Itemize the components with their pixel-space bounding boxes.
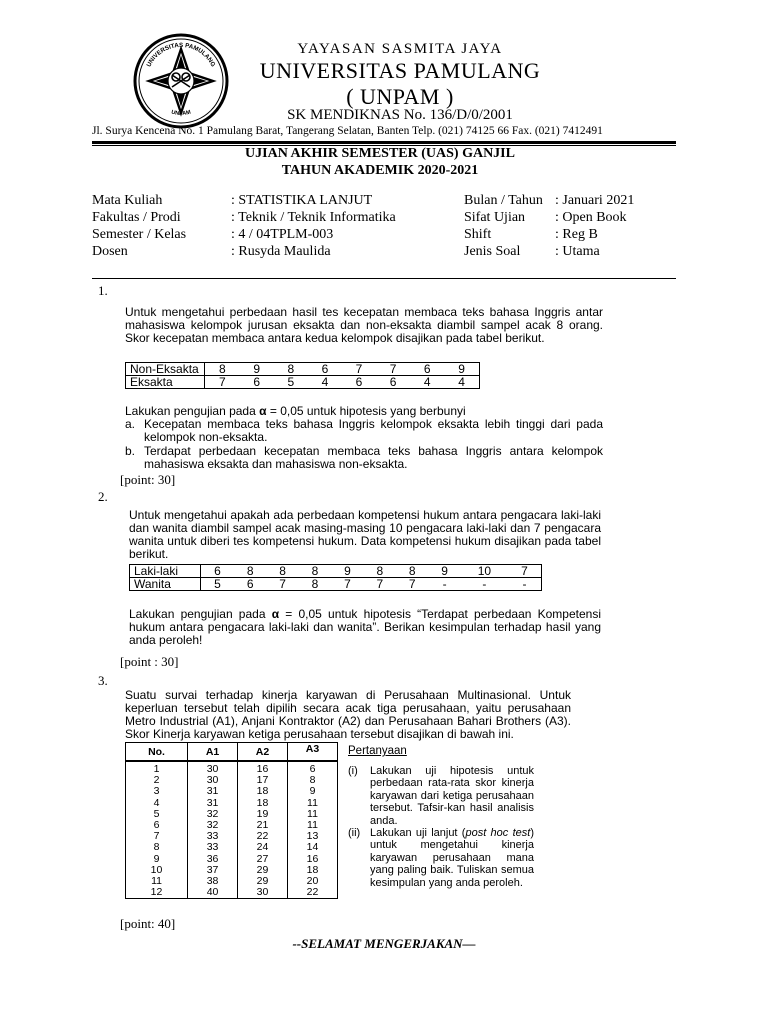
table-cell: 8 [287,775,337,786]
table-cell: 27 [238,854,288,865]
meta-value: : STATISTIKA LANJUT [231,193,373,208]
table-cell: - [428,578,460,591]
question-2-instruction: Lakukan pengujian pada α = 0,05 untuk hipotesis “Terdapat perbedaan Kompetensi hukum antara pengacara laki-laki dan wanita”. Berikan kesimpulan terhadap hasil yang anda peroleh! [129,607,601,647]
table-cell: 13 [287,831,337,842]
table-cell: 19 [238,809,288,820]
table-cell: 4 [410,376,444,389]
row-label: Laki-laki [130,565,201,578]
question-2-intro: Untuk mengetahui apakah ada perbedaan kompetensi hukum antara pengacara laki-laki dan wanita diambil sampel acak masing-masing 10 pengacara laki-laki dan 7 pengacara wanita untuk diberi tes kompetensi hukum. Data kompetensi hukum disajikan pada tabel berikut. [129,508,601,561]
table-cell: 20 [287,876,337,887]
table-cell: 16 [287,854,337,865]
table-cell: 6 [234,578,266,591]
question-2-point: [point : 30] [120,654,179,669]
table-cell: 30 [238,887,288,899]
table-cell: 29 [238,865,288,876]
svg-text:UNPAM: UNPAM [170,109,192,118]
table-cell: 40 [188,887,238,899]
table-cell: 9 [331,565,363,578]
table-cell: 8 [266,565,298,578]
table-cell: 18 [287,865,337,876]
meta-value: : 4 / 04TPLM-003 [231,227,334,242]
question-3-number: 3. [98,673,108,688]
question-1-point: [point: 30] [120,472,176,487]
column-header: A1 [188,743,238,762]
table-cell: 8 [234,565,266,578]
table-cell: 33 [188,831,238,842]
question-3-intro: Suatu survai terhadap kinerja karyawan di Perusahaan Multinasional. Untuk keperluan tersebut telah dipilih secara acak tiga perusahaan, yaitu perusahaan Metro Industrial (A1), Anjani Kontraktor (A2) dan Perusahaan Bahari Brothers (A3). Skor Kinerja karyawan ketiga perusahaan tersebut disajikan di bawah ini. [125,688,571,741]
question-1-intro: Untuk mengetahui perbedaan hasil tes kecepatan membaca teks bahasa Inggris antar mahasiswa kelompok jurusan eksakta dan non-eksakta diambil sampel acak 8 orang. Skor kecepatan membaca antara kedua kelompok disajikan pada tabel berikut. [125,305,603,345]
meta-label: Dosen [92,244,128,259]
meta-value: : Januari 2021 [555,193,635,208]
table-cell: 33 [188,842,238,853]
question-3-table [125,742,338,899]
table-cell: 10 [126,865,188,876]
table-cell: 30 [188,775,238,786]
meta-left [92,193,396,261]
column-header: No. [126,743,188,762]
question-1-table [125,362,480,389]
table-cell: 14 [287,842,337,853]
table-cell: 9 [444,363,479,376]
table-cell: 7 [205,376,240,389]
table-row [126,887,338,899]
meta-right [464,193,635,261]
table-cell: 21 [238,820,288,831]
table-cell: 4 [126,798,188,809]
exam-title: UJIAN AKHIR SEMESTER (UAS) GANJIL [245,146,515,161]
meta-value: : Utama [555,244,600,259]
table-cell: 32 [188,820,238,831]
list-item: (i) Lakukan uji hipotesis untuk perbedaan rata-rata skor kinerja karyawan dari ketiga perusahaan tersebut. Tafsir-kan hasil analisis anda. [348,765,534,827]
question-1-instruction: Lakukan pengujian pada α = 0,05 untuk hipotesis yang berbunyi [125,404,466,418]
table-cell: 8 [274,363,308,376]
table-cell: 5 [126,809,188,820]
university-abbreviation: ( UNPAM ) [346,84,454,109]
table-row [126,761,338,775]
table-cell: 17 [238,775,288,786]
table-cell: 6 [308,363,342,376]
table-cell: 5 [274,376,308,389]
foundation-name: YAYASAN SASMITA JAYA [297,41,503,57]
table-cell: 22 [238,831,288,842]
meta-label: Semester / Kelas [92,227,187,242]
university-address: Jl. Surya Kencena No. 1 Pamulang Barat, Tangerang Selatan, Banten Telp. (021) 74125 66 Fax. (021) 7412491 [92,125,603,137]
table-cell: 6 [410,363,444,376]
meta-label: Jenis Soal [464,244,521,259]
meta-label: Shift [464,227,492,242]
closing-message: --SELAMAT MENGERJAKAN— [292,936,476,951]
meta-value: : Reg B [555,227,598,242]
question-2-number: 2. [98,489,108,504]
decree-number: SK MENDIKNAS No. 136/D/0/2001 [287,107,513,123]
list-item: a. Kecepatan membaca teks bahasa Inggris kelompok eksakta lebih tinggi dari pada kelompok non-eksakta. [125,417,603,444]
table-cell: 1 [126,761,188,775]
question-1-hypotheses [125,418,603,471]
meta-label: Sifat Ujian [464,210,526,225]
meta-value: : Open Book [555,210,627,225]
table-cell: 8 [205,363,240,376]
table-cell: 7 [342,363,376,376]
table-cell: 9 [240,363,274,376]
table-cell: 8 [396,565,428,578]
table-cell: 7 [508,565,542,578]
table-row [126,842,338,853]
list-item: (ii) Lakukan uji lanjut (post hoc test) untuk mengetahui kinerja karyawan perusahaan mana yang paling baik. Tuliskan semua kesimpulan yang anda peroleh. [348,827,534,889]
table-row [126,786,338,797]
table-cell: 7 [364,578,396,591]
academic-year: TAHUN AKADEMIK 2020-2021 [281,163,479,178]
row-label: Eksakta [126,376,205,389]
table-cell: 6 [126,820,188,831]
table-cell: - [508,578,542,591]
table-cell: 11 [287,820,337,831]
table-cell: 24 [238,842,288,853]
table-cell: 11 [126,876,188,887]
meta-value: : Rusyda Maulida [231,244,331,259]
column-header: A3 [287,743,337,762]
table-cell: 11 [287,798,337,809]
table-cell: - [461,578,508,591]
table-cell: 5 [201,578,235,591]
table-cell: 7 [331,578,363,591]
table-row [130,578,542,591]
table-cell: 7 [126,831,188,842]
table-cell: 31 [188,786,238,797]
table-row [130,565,542,578]
meta-value: : Teknik / Teknik Informatika [231,210,396,225]
table-cell: 3 [126,786,188,797]
table-cell: 30 [188,761,238,775]
table-cell: 8 [126,842,188,853]
table-cell: 38 [188,876,238,887]
table-cell: 6 [240,376,274,389]
table-row [126,363,480,376]
table-cell: 9 [287,786,337,797]
table-cell: 32 [188,809,238,820]
table-cell: 31 [188,798,238,809]
table-cell: 7 [396,578,428,591]
meta-label: Fakultas / Prodi [92,210,181,225]
question-2-table [129,564,542,591]
table-cell: 36 [188,854,238,865]
column-header: A2 [238,743,288,762]
table-row [126,376,480,389]
table-cell: 6 [201,565,235,578]
table-cell: 8 [364,565,396,578]
university-logo [133,33,229,129]
table-cell: 8 [299,578,331,591]
table-cell: 8 [299,565,331,578]
table-cell: 2 [126,775,188,786]
meta-label: Mata Kuliah [92,193,163,208]
question-1-number: 1. [98,283,108,298]
table-cell: 9 [428,565,460,578]
row-label: Wanita [130,578,201,591]
questions-title: Pertanyaan [348,745,407,757]
table-cell: 6 [342,376,376,389]
logo-ring-text: UNIVERSITAS PAMULANG [145,42,217,69]
table-cell: 12 [126,887,188,899]
question-3-tasks [348,765,534,889]
meta-label: Bulan / Tahun [464,193,543,208]
list-item: b. Terdapat perbedaan kecepatan membaca teks bahasa Inggris antara kelompok mahasiswa eksakta dan mahasiswa non-eksakta. [125,444,603,471]
table-cell: 4 [444,376,479,389]
university-name: UNIVERSITAS PAMULANG [259,58,541,83]
table-cell: 18 [238,798,288,809]
table-cell: 29 [238,876,288,887]
table-cell: 4 [308,376,342,389]
row-label: Non-Eksakta [126,363,205,376]
table-cell: 6 [287,761,337,775]
table-cell: 9 [126,854,188,865]
table-cell: 7 [266,578,298,591]
table-cell: 11 [287,809,337,820]
table-cell: 7 [376,363,410,376]
table-cell: 16 [238,761,288,775]
table-cell: 37 [188,865,238,876]
question-3-point: [point: 40] [120,916,176,931]
table-cell: 22 [287,887,337,899]
table-cell: 18 [238,786,288,797]
table-cell: 6 [376,376,410,389]
meta-divider [92,278,676,279]
table-cell: 10 [461,565,508,578]
alpha-symbol: α [259,404,267,418]
alpha-symbol: α [271,607,280,621]
